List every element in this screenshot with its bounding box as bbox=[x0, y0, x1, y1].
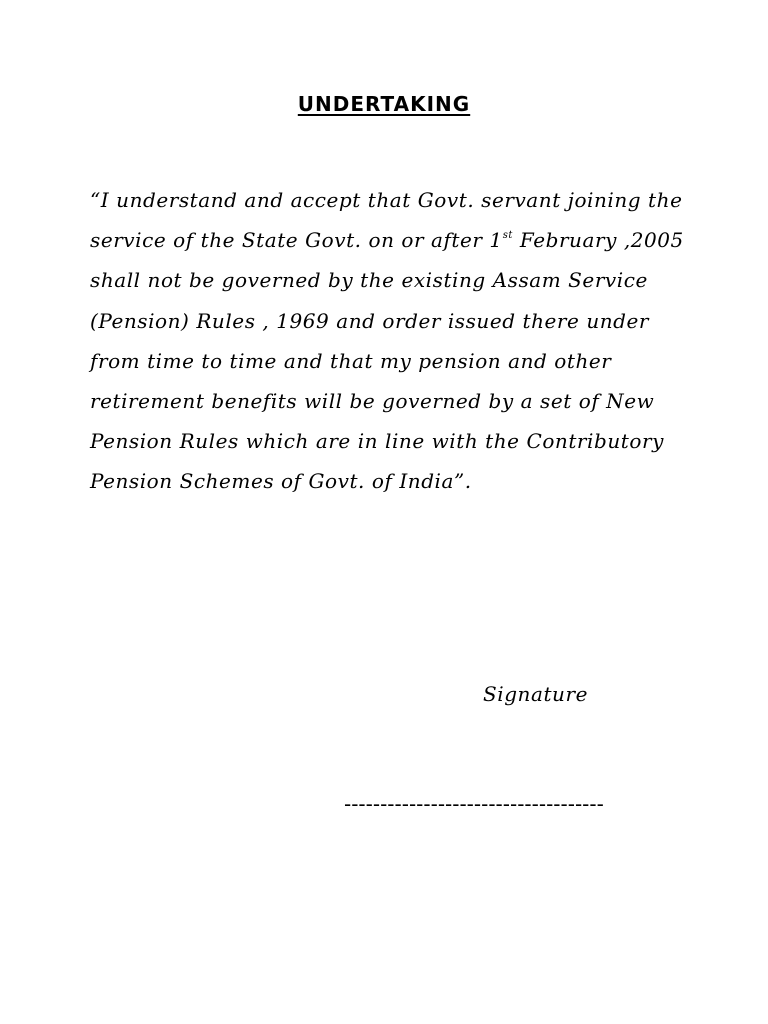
ordinal-superscript: st bbox=[502, 229, 513, 241]
text-line: “I understand and accept that Govt. servant joining the bbox=[90, 188, 683, 212]
text-line: from time to time and that my pension and other bbox=[90, 348, 612, 373]
text-line bbox=[90, 220, 690, 260]
undertaking-text bbox=[90, 180, 690, 502]
text-segment: service of the State Govt. on or after 1 bbox=[90, 228, 503, 253]
text-line: Pension Rules which are in line with the Contributory bbox=[90, 429, 664, 454]
page-title: UNDERTAKING bbox=[297, 92, 471, 116]
text-line: Pension Schemes of Govt. of India”. bbox=[90, 469, 472, 494]
signature-label: Signature bbox=[483, 682, 588, 706]
text-line: (Pension) Rules , 1969 and order issued there under bbox=[90, 308, 650, 333]
text-segment: February ,2005 bbox=[512, 228, 684, 253]
text-line: retirement benefits will be governed by a set of New bbox=[90, 389, 655, 414]
text-line: shall not be governed by the existing Assam Service bbox=[90, 268, 648, 293]
signature-line: ------------------------------------ bbox=[344, 792, 604, 816]
